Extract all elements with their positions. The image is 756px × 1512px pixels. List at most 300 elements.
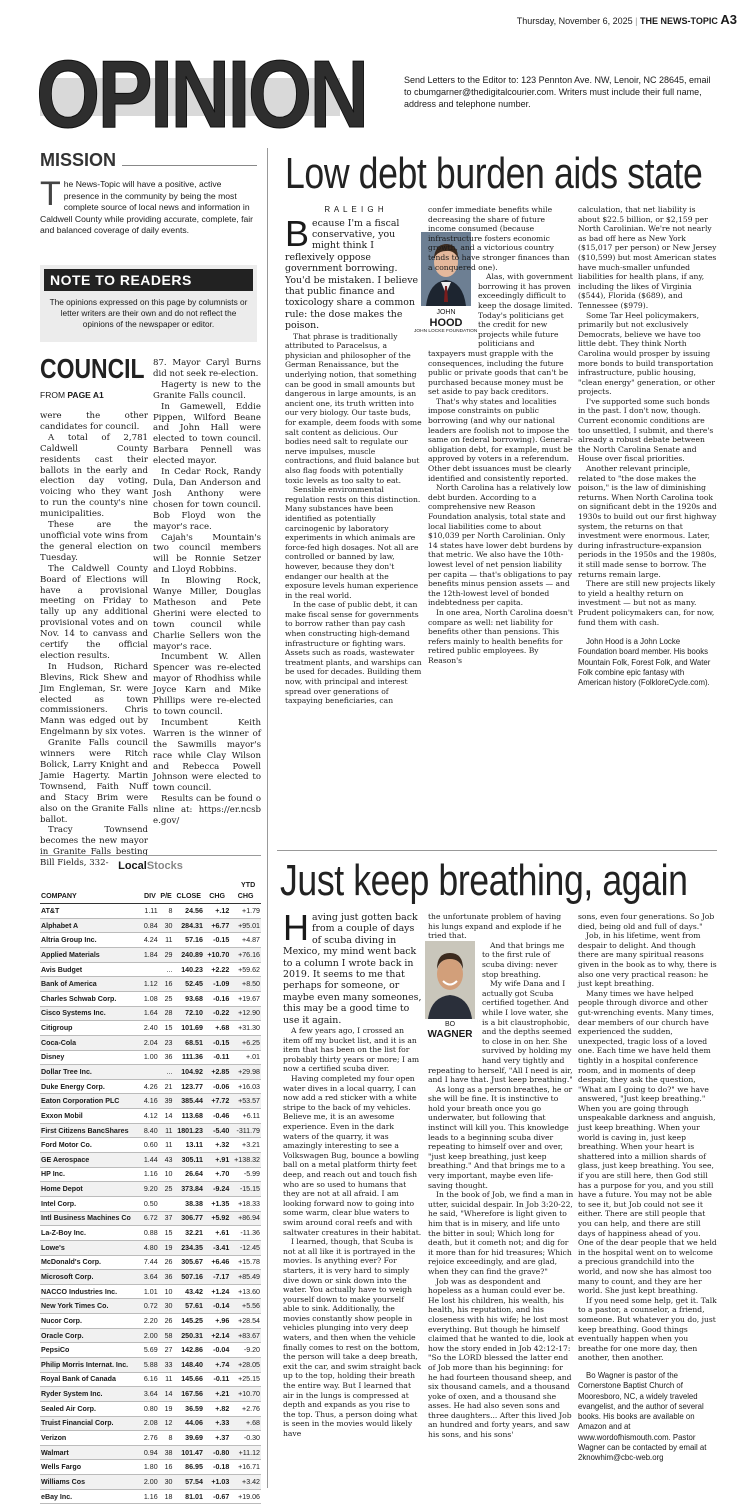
wagner-col3 [578, 912, 718, 1464]
stock-row [40, 1284, 261, 1299]
stocks-title-stocks: Stocks [146, 860, 183, 872]
stock-pe: 19 [159, 1240, 174, 1255]
council-p: These are the unofficial vote wins from the general election on Tuesday. [40, 520, 148, 563]
stock-ytd-chg: +16.71 [230, 1460, 261, 1475]
hood-lead: ecause I'm a fiscal conservative, you might think I reflexively oppose government borrowing. You'd be mistaken. I believe that public finance and toxicology share a common rule: the dose makes the poison. [285, 217, 419, 332]
stock-pe: 36 [159, 1270, 174, 1285]
stock-company: Williams Cos [40, 1475, 141, 1490]
stock-div: 8.40 [141, 1123, 158, 1138]
stock-div: 1.16 [141, 1167, 158, 1182]
stock-pe: 21 [159, 1079, 174, 1094]
stock-close: 284.31 [173, 918, 203, 933]
stock-company: Nucor Corp. [40, 1314, 141, 1329]
stock-chg: -0.22 [204, 1006, 230, 1021]
stock-ytd-chg: +5.56 [230, 1299, 261, 1314]
stock-chg: +1.35 [204, 1196, 230, 1211]
stock-company: Altria Group Inc. [40, 933, 141, 948]
stock-company: Home Depot [40, 1182, 141, 1197]
stock-ytd-chg: +138.32 [230, 1153, 261, 1168]
stock-chg: -9.24 [204, 1182, 230, 1197]
stock-row [40, 1035, 261, 1050]
council-col2 [153, 358, 261, 827]
stock-company: Intl Business Machines Co [40, 1211, 141, 1226]
stock-close: 305.11 [173, 1153, 203, 1168]
stock-pe: 30 [159, 918, 174, 933]
hood-p: In the case of public debt, it can make fiscal sense for governments to borrow rather than pay cash when constructing high-demand infrastructure or fighting wars. Assets such as roads, wastewater treatment plants, and warships can be used for decades. Building them now, with principal and interest spread over generations of taxpaying beneficiaries, can [285, 600, 422, 706]
stock-pe: 28 [159, 1006, 174, 1021]
stock-close: 104.92 [173, 1065, 203, 1080]
stock-company: Dollar Tree Inc. [40, 1065, 141, 1080]
stock-company: NACCO Industries Inc. [40, 1284, 141, 1299]
stock-pe: 11 [159, 1138, 174, 1153]
stock-company: Charles Schwab Corp. [40, 991, 141, 1006]
stock-company: First Citizens BancShares [40, 1123, 141, 1138]
stock-company: Ford Motor Co. [40, 1138, 141, 1153]
stock-div: 0.60 [141, 1138, 158, 1153]
stock-chg: +1.03 [204, 1475, 230, 1490]
stock-pe: 11 [159, 933, 174, 948]
stock-company: Intel Corp. [40, 1196, 141, 1211]
stock-row [40, 1489, 261, 1504]
stock-pe: 30 [159, 1475, 174, 1490]
hood-headline: Low debt burden aids state [285, 149, 703, 198]
stock-close: 385.44 [173, 1094, 203, 1109]
stocks-table [40, 889, 261, 1504]
wagner-dropcap: H [283, 907, 309, 948]
stock-chg: +6.77 [204, 918, 230, 933]
stock-ytd-chg: -9.20 [230, 1343, 261, 1358]
stock-ytd-chg: -5.99 [230, 1167, 261, 1182]
stock-close: 507.16 [173, 1270, 203, 1285]
wagner-author-last: WAGNER [427, 1029, 473, 1041]
council-p: In Cedar Rock, Randy Dula, Dan Anderson and Josh Anthony were chosen for town council. Bob Floyd won the mayor's race. [153, 467, 261, 532]
stock-ytd-chg: +59.62 [230, 962, 261, 977]
stock-ytd-chg: +53.57 [230, 1094, 261, 1109]
hood-p: Alas, with government borrowing it has proven exceedingly difficult to keep the dosage limited. Today's politicians get the credit for new projects while future politicians and taxpayers must grapple with the consequences, including the future public or private goods that can't be purchased because money must be set aside to pay back creditors. [428, 272, 573, 397]
stock-row [40, 1196, 261, 1211]
stock-chg: -0.04 [204, 1343, 230, 1358]
stock-row [40, 977, 261, 992]
stock-close: 32.21 [173, 1226, 203, 1241]
stock-close: 373.84 [173, 1182, 203, 1197]
stock-close: 145.66 [173, 1372, 203, 1387]
stock-ytd-chg: +25.15 [230, 1372, 261, 1387]
stock-chg: -0.80 [204, 1445, 230, 1460]
stock-chg: +.37 [204, 1431, 230, 1446]
col-company: COMPANY [40, 889, 141, 904]
stock-chg: -0.06 [204, 1079, 230, 1094]
stock-close: 43.42 [173, 1284, 203, 1299]
council-p: A total of 2,781 Caldwell County residents cast their ballots in the early and election day voting, voicing who they want to run the county's nine municipalities. [40, 432, 148, 520]
stock-row [40, 1094, 261, 1109]
stock-ytd-chg: +6.11 [230, 1109, 261, 1124]
stock-div: 2.40 [141, 1021, 158, 1036]
stock-pe: 58 [159, 1328, 174, 1343]
stock-chg: -1.09 [204, 977, 230, 992]
stock-close: 93.68 [173, 991, 203, 1006]
stock-div: 1.00 [141, 1050, 158, 1065]
stock-row [40, 1431, 261, 1446]
wagner-p: Many times we have helped people through divorce and other gut-wrenching events. Many times, dear members of our church have experienced the sudden, unexpected, tragic loss of a loved one. Each time we have held them tightly in a hospital conference room, and in moments of deep despair, they ask the question, "What am I going to do?" we have answered, "Just keep breathing." When you are going through unspeakable darkness and anguish, just keep breathing. When your world is caving in, just keep breathing. When your heart is shattered into a million shards of glass, just keep breathing. You see, if you are still here, then God still has a purpose for you, and you still have a future. You may not be able to see it, but Job could not see it either. There are still people that you can help, and there are still days of happiness ahead of you. One of the dear people that we held in the hospital went on to welcome a precious grandchild into the world, and now she has almost too many to count, and they are her world. She just kept breathing. [578, 988, 717, 1296]
note-heading: NOTE TO READERS [44, 269, 253, 291]
stock-div: 2.20 [141, 1314, 158, 1329]
stock-div: 4.80 [141, 1240, 158, 1255]
wagner-p: A few years ago, I crossed an item off my bucket list, and it is an item that has been on the list for probably thirty years or more; I am now a certified scuba diver. [283, 1026, 420, 1074]
stock-row [40, 1299, 261, 1314]
stock-company: PepsiCo [40, 1343, 141, 1358]
stock-pe: 26 [159, 1314, 174, 1329]
stock-close: 81.01 [173, 1489, 203, 1504]
stock-chg: +10.70 [204, 948, 230, 963]
stock-div: 1.16 [141, 1489, 158, 1504]
stock-close: 234.35 [173, 1240, 203, 1255]
stock-div: 1.08 [141, 991, 158, 1006]
stock-pe: 8 [159, 1431, 174, 1446]
hood-p: That's why states and localities impose constraints on public borrowing (and why our national leaders are foolish not to impose the same on federal borrowing). General-obligation debt, for example, must be approved by voters in a referendum. Other debt issuances must be clearly identified and consistently reported. [428, 396, 573, 483]
hood-p: Some Tar Heel policymakers, primarily but not exclusively Democrats, believe we have too little debt. They think North Carolina would prosper by issuing more bonds to build transportation infrastructure, public housing, "clean energy" generation, or other projects. [578, 310, 715, 397]
stock-company: Eaton Corporation PLC [40, 1094, 141, 1109]
stock-close: 167.56 [173, 1387, 203, 1402]
stock-close: 113.68 [173, 1109, 203, 1124]
stock-chg: +.82 [204, 1401, 230, 1416]
stock-row [40, 1065, 261, 1080]
stock-chg: +.70 [204, 1167, 230, 1182]
stock-chg: +.21 [204, 1387, 230, 1402]
stock-close: 142.86 [173, 1343, 203, 1358]
stock-pe: 36 [159, 1050, 174, 1065]
stock-close: 44.06 [173, 1416, 203, 1431]
stock-row [40, 904, 261, 919]
stock-div: 4.26 [141, 1079, 158, 1094]
stock-chg: +6.46 [204, 1255, 230, 1270]
stock-company: La-Z-Boy Inc. [40, 1226, 141, 1241]
stock-ytd-chg: -12.45 [230, 1240, 261, 1255]
stock-div: 1.44 [141, 1153, 158, 1168]
stock-ytd-chg: +95.01 [230, 918, 261, 933]
stock-ytd-chg: +28.54 [230, 1314, 261, 1329]
stock-row [40, 1445, 261, 1460]
stock-pe: 10 [159, 1284, 174, 1299]
stock-close: 57.54 [173, 1475, 203, 1490]
hood-author-last: HOOD [429, 316, 463, 329]
stock-div [141, 1065, 158, 1080]
stock-pe: 14 [159, 1109, 174, 1124]
stock-pe: 23 [159, 1035, 174, 1050]
stocks-title [40, 860, 261, 872]
stock-ytd-chg: -0.30 [230, 1431, 261, 1446]
stock-div: 1.01 [141, 1284, 158, 1299]
stock-company: Avis Budget [40, 962, 141, 977]
stock-div: 6.16 [141, 1372, 158, 1387]
stock-chg: +.61 [204, 1226, 230, 1241]
stock-row [40, 1226, 261, 1241]
stock-row [40, 1416, 261, 1431]
stock-close: 86.95 [173, 1460, 203, 1475]
stock-close: 57.61 [173, 1299, 203, 1314]
stock-close: 1801.23 [173, 1123, 203, 1138]
masthead-title-box [36, 50, 388, 140]
stock-close: 123.77 [173, 1079, 203, 1094]
header-page: A3 [720, 12, 737, 27]
stock-row [40, 1006, 261, 1021]
stock-ytd-chg: +19.67 [230, 991, 261, 1006]
stock-company: Wells Fargo [40, 1460, 141, 1475]
col-pe: P/E [159, 889, 174, 904]
stock-div: 1.64 [141, 1006, 158, 1021]
stock-pe: 25 [159, 991, 174, 1006]
stock-pe: 19 [159, 1401, 174, 1416]
stock-chg: -0.67 [204, 1489, 230, 1504]
masthead-title: OPINION [36, 50, 367, 140]
stock-row [40, 1387, 261, 1402]
stock-ytd-chg: +12.90 [230, 1006, 261, 1021]
wagner-p: If you need some help, get it. Talk to a pastor, a counselor, a friend, someone. But whatever you do, just keep breathing. Good things eventually happen when you breathe for one more day, then another, then another. [578, 1295, 717, 1363]
wagner-col1 [283, 907, 422, 1439]
hood-p: In one area, North Carolina doesn't compare as well: net liability for benefits other than pensions. This refers mainly to health benefits for retired public employees. By Reason's [428, 607, 573, 665]
wagner-bio: Bo Wagner is pastor of the Cornerstone Baptist Church of Mooresboro, NC, a widely traveled evangelist, and the author of several books. His books are available on Amazon and at www.wordofhismouth.com. Pastor Wagner can be contacted by email at 2knowhim@cbc-web.org [578, 1370, 707, 1463]
hood-p: I've supported some such bonds in the past. I don't now, though. Current economic conditions are too unsettled, I submit, and there's already a robust debate between the North Carolina Senate and House over fiscal priorities. [578, 396, 714, 464]
stock-ytd-chg: -15.15 [230, 1182, 261, 1197]
stock-ytd-chg: +.01 [230, 1050, 261, 1065]
stock-row [40, 1079, 261, 1094]
stock-chg: +.32 [204, 1138, 230, 1153]
stock-row [40, 1475, 261, 1490]
stock-close: 111.36 [173, 1050, 203, 1065]
stock-ytd-chg: -311.79 [230, 1123, 261, 1138]
stock-close: 101.69 [173, 1021, 203, 1036]
council-p: In Blowing Rock, Wanye Miller, Douglas Matheson and Pete Gherini were elected to town council while Charlie Sellers won the mayor's race. [153, 576, 261, 652]
stocks-title-local: Local [118, 860, 147, 872]
stock-company: Alphabet A [40, 918, 141, 933]
hood-dropcap: B [285, 212, 310, 254]
stock-pe: 15 [159, 1226, 174, 1241]
stock-row [40, 1153, 261, 1168]
stock-close: 24.56 [173, 904, 203, 919]
wagner-p: As long as a person breathes, he or she will be fine. It is instinctive to hold your breath once you go underwater, but following that instinct will kill you. This knowledge leads to a beginning scuba diver repeating to himself over and over, "just keep breathing, just keep breathing." And that brings me to a very important, maybe even life-saving thought. [428, 1084, 573, 1190]
mission-heading: MISSION [40, 150, 117, 170]
hood-bio: John Hood is a John Locke Foundation board member. His books Mountain Folk, Forest Folk, and Water Folk combine epic fantasy with American history (FolkloreCycle.com). [578, 637, 711, 688]
stock-div: 3.64 [141, 1387, 158, 1402]
column-divider [267, 148, 268, 1488]
stock-chg: +.74 [204, 1358, 230, 1373]
council-p: Tracy Townsend becomes the new mayor in Granite Falls besting Bill Fields, 332- [40, 825, 148, 869]
stock-div [141, 962, 158, 977]
stock-row [40, 991, 261, 1006]
stock-chg: -0.46 [204, 1109, 230, 1124]
header-date: Thursday, November 6, 2025 [516, 16, 633, 26]
stock-chg: +.33 [204, 1416, 230, 1431]
council-p: In Hudson, Richard Blevins, Rick Shew and Jim Engleman, Sr. were elected as town commissioners. Chris Mann was edged out by Engelmann by six votes. [40, 661, 148, 738]
stock-row [40, 1314, 261, 1329]
stock-div: 6.72 [141, 1211, 158, 1226]
stock-div: 0.94 [141, 1445, 158, 1460]
stock-row [40, 1109, 261, 1124]
stock-close: 305.67 [173, 1255, 203, 1270]
stock-row [40, 948, 261, 963]
stock-ytd-chg: +29.98 [230, 1065, 261, 1080]
stock-ytd-chg: +.68 [230, 1416, 261, 1431]
stock-chg: -5.40 [204, 1123, 230, 1138]
stock-chg: -0.11 [204, 1050, 230, 1065]
hood-p: There are still new projects likely to yield a healthy return on investment — but not as many. Prudent policymakers can, for now, fund them with cash. [578, 579, 716, 627]
stock-company: Oracle Corp. [40, 1328, 141, 1343]
stock-row [40, 1123, 261, 1138]
col-chg: CHG [204, 889, 230, 904]
hood-p: Sensible environmental regulation rests on this distinction. Many substances have been identified as potentially carcinogenic by laboratory experiments in which animals are force-fed high dosages. Not all are controlled or banned by law, however, because they don't endanger our health at the exposure levels human experience in the real world. [285, 485, 421, 600]
stock-company: Ryder System Inc. [40, 1387, 141, 1402]
stock-div: 0.72 [141, 1299, 158, 1314]
stock-div: 0.88 [141, 1226, 158, 1241]
stock-row [40, 1021, 261, 1036]
stock-pe: 39 [159, 1094, 174, 1109]
wagner-p: Job, in his lifetime, went from despair to delight. And though there are many spiritual reasons given in the book as to why, there is also one very practical reason: he just kept breathing. [578, 931, 717, 989]
stock-ytd-chg: +16.03 [230, 1079, 261, 1094]
council-p: Incumbent Keith Warren is the winner of the Sawmills mayor's race while Clay Wilson and Rebecca Powell Johnson were elected to town council. [153, 717, 261, 794]
stock-row [40, 1182, 261, 1197]
stock-company: Truist Financial Corp. [40, 1416, 141, 1431]
wagner-p: I learned, though, that Scuba is not at all like it is portrayed in the movies. Is anything ever? For starters, it is very hard to simply dive down or sink down into the water. You actually have to weigh yourself down to make yourself able to sink. Additionally, the movies constantly show people in vehicles plunging into very deep waters, and then when the vehicle finally comes to rest on the bottom, the person will take a deep breath, exit the car, and swim straight back up to the top, holding their breath the entire way. But I learned that air in the lungs is compressed at depth and expands as you rise to the top. Thus, a person doing what is seen in the movies would likely have [283, 1237, 422, 1438]
stock-pe: 33 [159, 1358, 174, 1373]
wagner-col2 [428, 912, 574, 1440]
stock-company: Coca-Cola [40, 1035, 141, 1050]
stock-company: McDonald's Corp. [40, 1255, 141, 1270]
stock-company: Sealed Air Corp. [40, 1401, 141, 1416]
stock-div: 2.76 [141, 1431, 158, 1446]
stock-ytd-chg: +19.06 [230, 1489, 261, 1504]
stock-company: Citigroup [40, 1021, 141, 1036]
stock-close: 240.89 [173, 948, 203, 963]
stock-row [40, 1358, 261, 1373]
stock-company: Philip Morris Internat. Inc. [40, 1358, 141, 1373]
stock-company: Verizon [40, 1431, 141, 1446]
hood-p: calculation, that net liability is about $22.5 billion, or $2,159 per North Carolinian. We're not nearly as bad off here as New York ($15,017 per person) or New Jersey ($10,599) but most American states have much-smaller unfunded liabilities for health plans, if any, including the likes of Virginia ($544), Florida ($689), and Tennessee ($979). [578, 205, 717, 310]
stock-company: Lowe's [40, 1240, 141, 1255]
stock-chg: +.68 [204, 1021, 230, 1036]
stock-ytd-chg: +8.50 [230, 977, 261, 992]
stock-div: 2.04 [141, 1035, 158, 1050]
wagner-p: Job was as despondent and hopeless as a human could ever be. He lost his children, his wealth, his health, his reputation, and his closeness with his wife; he lost most everything. But though he himself claimed that he wanted to die, look at how the story ended in Job 42:12-17: "So the LORD blessed the latter end of Job more than his beginning: for he had fourteen thousand sheep, and six thousand camels, and a thousand yoke of oxen, and a thousand she asses. He had also seven sons and three daughters... After this lived Job an hundred and forty years, and saw his sons, and his sons' [428, 1276, 574, 1440]
stock-chg: -0.18 [204, 1460, 230, 1475]
stock-div: 3.64 [141, 1270, 158, 1285]
stock-pe: 29 [159, 948, 174, 963]
hood-col1 [285, 205, 424, 706]
stocks-ytd-label: YTD [241, 881, 256, 889]
stock-pe: 15 [159, 1021, 174, 1036]
council-p: Incumbent W. Allen Spencer was re-elected mayor of Rhodhiss while Joyce Karn and Mike Phillips were re-elected to town council. [153, 652, 261, 717]
hood-author-org: JOHN LOCKE FOUNDATION [414, 328, 478, 334]
stock-pe: 18 [159, 1489, 174, 1504]
council-p: Cajah's Mountain's two council members will be Ronnie Setzer and Lloyd Robbins. [153, 532, 261, 576]
stock-company: GE Aerospace [40, 1153, 141, 1168]
stock-div: 5.69 [141, 1343, 158, 1358]
hood-p: That phrase is traditionally attributed to Paracelsus, a physician and philosopher of the German Renaissance, but the underlying notion, that something can be good in small amounts but dangerous in large amounts, is an ancient one, its truth written into our very biology. Our taste buds, for example, deem foods with some salt content as delicious. Our bodies need salt to regulate our nerve impulses, muscle contractions, and fluid balance but also flag foods with potentially toxic levels as too salty to eat. [285, 331, 422, 485]
stock-company: Exxon Mobil [40, 1109, 141, 1124]
stock-div: 0.50 [141, 1196, 158, 1211]
wagner-p: My wife Dana and I actually got Scuba certified together. And while I love water, she is a bit claustrophobic, and the depths seemed to close in on her. She survived by holding my hand very tightly and repeating to herself, "All I need is air, and I have that. Just keep breathing." [428, 979, 573, 1085]
hood-p: North Carolina has a relatively low debt burden. According to a comprehensive new Reason Foundation analysis, total state and local liabilities come to about $10,039 per North Carolinian. Only 14 states have lower debt burdens by that metric. We also have the 10th-lowest level of net pension liability per capita — that's obligations to pay benefits minus pension assets — and the 12th-lowest level of bonded indebtedness per capita. [428, 483, 573, 608]
stock-chg: -0.11 [204, 1372, 230, 1387]
wagner-p: In the book of Job, we find a man in utter, suicidal despair. In Job 3:20-22, he said, "Wherefore is light given to him that is in misery, and life unto the bitter in soul; Which long for death, but it cometh not; and dig for it more than for hid treasures; Which rejoice exceedingly, and are glad, when they can find the grave?" [428, 1190, 574, 1276]
col-close: CLOSE [173, 889, 203, 904]
stock-pe: 37 [159, 1211, 174, 1226]
stock-div: 4.12 [141, 1109, 158, 1124]
stock-pe: 10 [159, 1167, 174, 1182]
stock-close: 38.38 [173, 1196, 203, 1211]
header-paper: THE NEWS-TOPIC [640, 16, 718, 26]
wagner-lead: aving just gotten back from a couple of days of scuba diving in Mexico, my mind went back to a column I wrote back in 2019. It seems to me that perhaps for someone, or maybe even many someones, this may be a good time to use it again. [283, 912, 422, 1026]
stock-close: 306.77 [173, 1211, 203, 1226]
council-from-label: FROM [40, 390, 68, 400]
stock-company: New York Times Co. [40, 1299, 141, 1314]
stock-ytd-chg: +13.60 [230, 1284, 261, 1299]
council-p: Granite Falls council winners were Ritch Bolick, Larry Knight and Jamie Hagerty. Martin Townsend, Faith Nuff and Stacy Brim were also on the Granite Falls ballot. [40, 738, 148, 825]
stock-ytd-chg: +4.87 [230, 933, 261, 948]
stock-company: Bank of America [40, 977, 141, 992]
stock-ytd-chg: +18.33 [230, 1196, 261, 1211]
stock-row [40, 1240, 261, 1255]
stock-company: Walmart [40, 1445, 141, 1460]
wagner-p: sons, even four generations. So Job died, being old and full of days." [578, 912, 715, 931]
stock-ytd-chg: +86.94 [230, 1211, 261, 1226]
stock-row [40, 1167, 261, 1182]
stock-chg: +5.92 [204, 1211, 230, 1226]
stock-ytd-chg: +31.30 [230, 1021, 261, 1036]
hood-p: confer immediate benefits while decreasing the share of future income consumed (because infrastructure fosters economic growth, and a victorious country tends to have stronger finances than a conquered one). [428, 205, 570, 272]
stock-company: Microsoft Corp. [40, 1270, 141, 1285]
stock-close: 52.45 [173, 977, 203, 992]
stock-div: 0.80 [141, 1401, 158, 1416]
stock-div: 1.11 [141, 904, 158, 919]
stock-row [40, 1211, 261, 1226]
stock-chg: -0.15 [204, 933, 230, 948]
stock-row [40, 1050, 261, 1065]
stock-row [40, 933, 261, 948]
stock-chg: +2.85 [204, 1065, 230, 1080]
note-text: The opinions expressed on this page by columnists or letter writers are their own and do not reflect the opinions of the newspaper or editor. [49, 297, 248, 329]
stock-close: 57.16 [173, 933, 203, 948]
stock-pe: 30 [159, 1299, 174, 1314]
stock-close: 26.64 [173, 1167, 203, 1182]
mission-dropcap: T [40, 175, 61, 213]
article-divider [277, 850, 717, 851]
hood-col2 [414, 205, 574, 666]
council-p: 87. Mayor Caryl Burns did not seek re-election. [153, 358, 261, 379]
stock-div: 5.88 [141, 1358, 158, 1373]
stock-ytd-chg: +76.16 [230, 948, 261, 963]
stock-ytd-chg: +28.05 [230, 1358, 261, 1373]
col-ytd-chg: CHG [230, 889, 261, 904]
stock-pe: 26 [159, 1255, 174, 1270]
stock-ytd-chg: +83.67 [230, 1328, 261, 1343]
stock-row [40, 1138, 261, 1153]
stock-div: 1.12 [141, 977, 158, 992]
stock-row [40, 1328, 261, 1343]
stock-pe: 25 [159, 1182, 174, 1197]
wagner-p: the unfortunate problem of having his lungs expand and explode if he tried that. [428, 912, 562, 941]
stock-chg: +7.72 [204, 1094, 230, 1109]
stock-ytd-chg: +10.70 [230, 1387, 261, 1402]
stock-ytd-chg: +3.42 [230, 1475, 261, 1490]
stock-div: 2.00 [141, 1328, 158, 1343]
council-p: In Gamewell, Eddie Pippen, Wilford Beane and John Hall were elected to town council. Barbara Pennell was elected mayor. [153, 401, 261, 467]
stock-pe: 11 [159, 1372, 174, 1387]
stock-pe: 27 [159, 1343, 174, 1358]
stock-close: 250.31 [173, 1328, 203, 1343]
stock-div: 4.24 [141, 933, 158, 948]
mission-rule [122, 165, 257, 166]
wagner-headline: Just keep breathing, again [280, 856, 688, 905]
council-p: Hagerty is new to the Granite Falls council. [153, 379, 261, 401]
